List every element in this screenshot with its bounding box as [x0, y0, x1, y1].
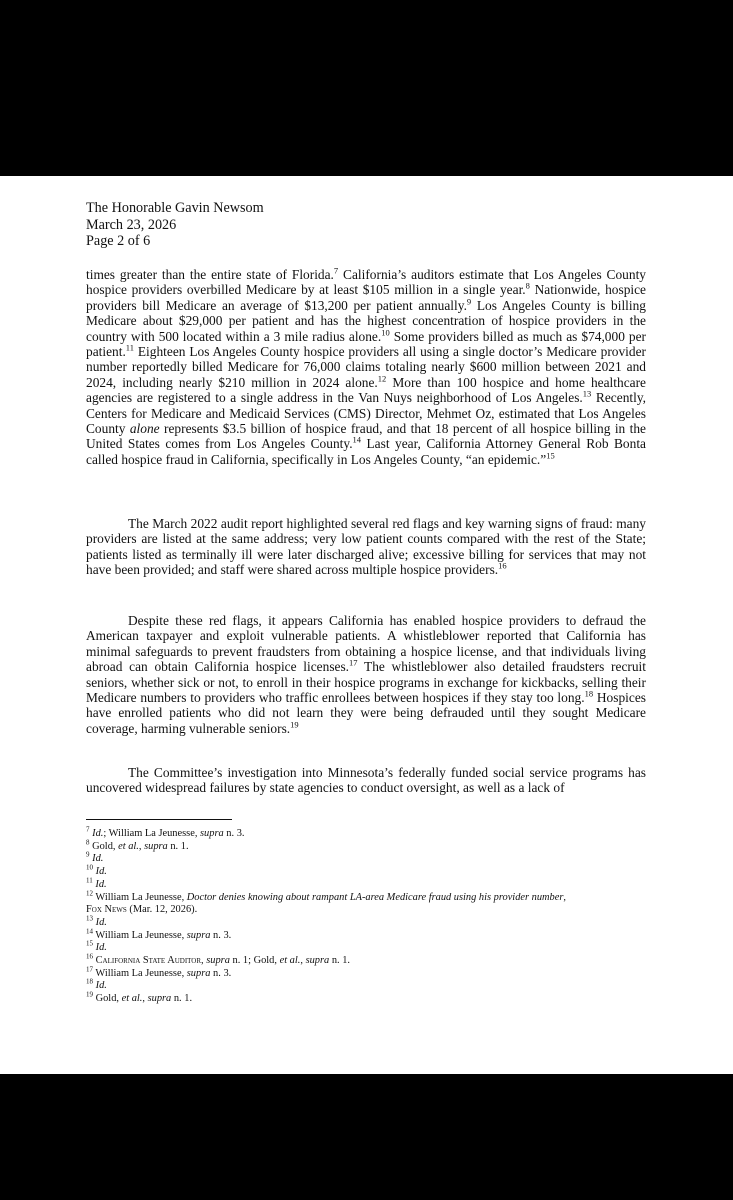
footnote-ref: 14	[352, 435, 362, 445]
footnote: $^{15}$ Id.	[86, 939, 107, 954]
footnote-ref: 8	[525, 280, 530, 291]
date-line: March 23, 2026	[86, 216, 177, 233]
footnotes	[86, 825, 646, 1006]
footnote-divider	[86, 819, 232, 820]
footnote-ref: 19	[290, 719, 299, 730]
footnote-ref: 15	[546, 450, 555, 461]
paragraph-3: Despite these red flags, it appears California has enabled hospice providers to defraud the American taxpayer and exploit vulnerable patients. A whistleblower reported that California has minimal safeguards to prevent fraudsters from obtaining a hospice license, and that individuals living abroad can obtain California hospice licenses.$^{17}$ The whistleblower also detailed fraudsters recruit seniors, whether sick or not, to enroll in their hospice programs in exchange for kickbacks, selling their Medicare numbers to providers who traffic enrollees between hospices if they stay too long.$^{18}$ Hospices have enrolled patients who did not learn they were being defrauded until they sought Medicare coverage, harming vulnerable seniors.$^{19}$	[86, 613, 646, 736]
footnote-ref: 13	[582, 388, 592, 399]
paragraph-2: The March 2022 audit report highlighted several red flags and key warning signs of fraud: many providers are listed at the same address; very low patient counts compared with the rest of the State; patients listed as terminally ill were later discharged alive; excessive billing for services that may not have been provided; and staff were shared across multiple hospice providers.$^{16}$	[86, 516, 646, 578]
footnote-ref: 17	[349, 657, 358, 668]
footnote: $^{17}$ William La Jeunesse, supra n. 3.	[86, 965, 232, 979]
paragraph-1: times greater than the entire state of Florida.$^7$ California’s auditors estimate that Los Angeles County hospice providers overbilled Medicare by at least $105 million in a single year.$^8$ Nationwide, hospice providers bill Medicare an average of $13,200 per patient annually.$^9$ Los Angeles County is billing Medicare about $29,000 per patient and has the highest concentration of hospice providers in the country with 500 located within a 3 mile radius alone.$^{10}$ Some providers billed as much as $74,000 per patient.$^{11}$ Eighteen Los Angeles County hospice providers all using a single doctor’s Medicare provider number reportedly billed Medicare for 76,000 claims totaling nearly $600 million between 2021 and 2024, including nearly $210 million in 2024 alone.$^{12}$ More than 100 hospice and home healthcare agencies are registered to a single address in the Van Nuys neighborhood of Los Angeles.$^{13}$ Recently, Centers for Medicare and Medicaid Services (CMS) Director, Mehmet Oz, estimated that Los Angeles County alone represents $3.5 billion of hospice fraud, and that 18 percent of all hospice billing in the United States comes from Los Angeles County.$^{14}$ Last year, California Attorney General Rob Bonta called hospice fraud in California, specifically in Los Angeles County, “an epidemic.”$^{15}$	[86, 265, 647, 467]
footnote: $^{10}$ Id.	[86, 863, 107, 878]
footnote: $^8$ Gold, et al., supra n. 1.	[86, 838, 189, 852]
footnote-ref: 16	[498, 560, 507, 571]
footnote: $^{11}$ Id.	[86, 876, 107, 890]
footnote: $^{16}$ California State Auditor, supra n. 1; Gold, et al., supra n. 1.	[86, 952, 351, 967]
footnote-ref: 7	[333, 265, 339, 276]
footnote: $^{12}$ William La Jeunesse, Doctor denies knowing about rampant LA-area Medicare fraud using his provider number,	[86, 889, 566, 903]
footnote: $^9$ Id.	[86, 850, 104, 865]
footnote: $^{19}$ Gold, et al., supra n. 1.	[86, 990, 193, 1005]
footnote-ref: 12	[377, 373, 387, 384]
page-number-line: Page 2 of 6	[86, 233, 151, 249]
footnote: $^{13}$ Id.	[86, 914, 107, 928]
paragraph-4: The Committee’s investigation into Minnesota’s federally funded social service programs has uncovered widespread failures by state agencies to conduct oversight, as well as a lack of	[86, 765, 646, 796]
footnote: $^{14}$ William La Jeunesse, supra n. 3.	[86, 927, 232, 941]
footnote: $^7$ Id.; William La Jeunesse, supra n. 3.	[86, 825, 245, 839]
footnote: $^{18}$ Id.	[86, 977, 107, 992]
recipient-line: The Honorable Gavin Newsom	[86, 200, 264, 216]
letter-header	[86, 200, 264, 250]
footnote-ref: 18	[584, 688, 594, 699]
footnote-ref: 10	[381, 327, 390, 338]
letter-page	[0, 176, 733, 1074]
footnote-ref: 11	[125, 342, 134, 353]
footnote-ref: 9	[466, 296, 472, 307]
footnote-continuation: Fox News (Mar. 12, 2026).	[86, 904, 198, 916]
